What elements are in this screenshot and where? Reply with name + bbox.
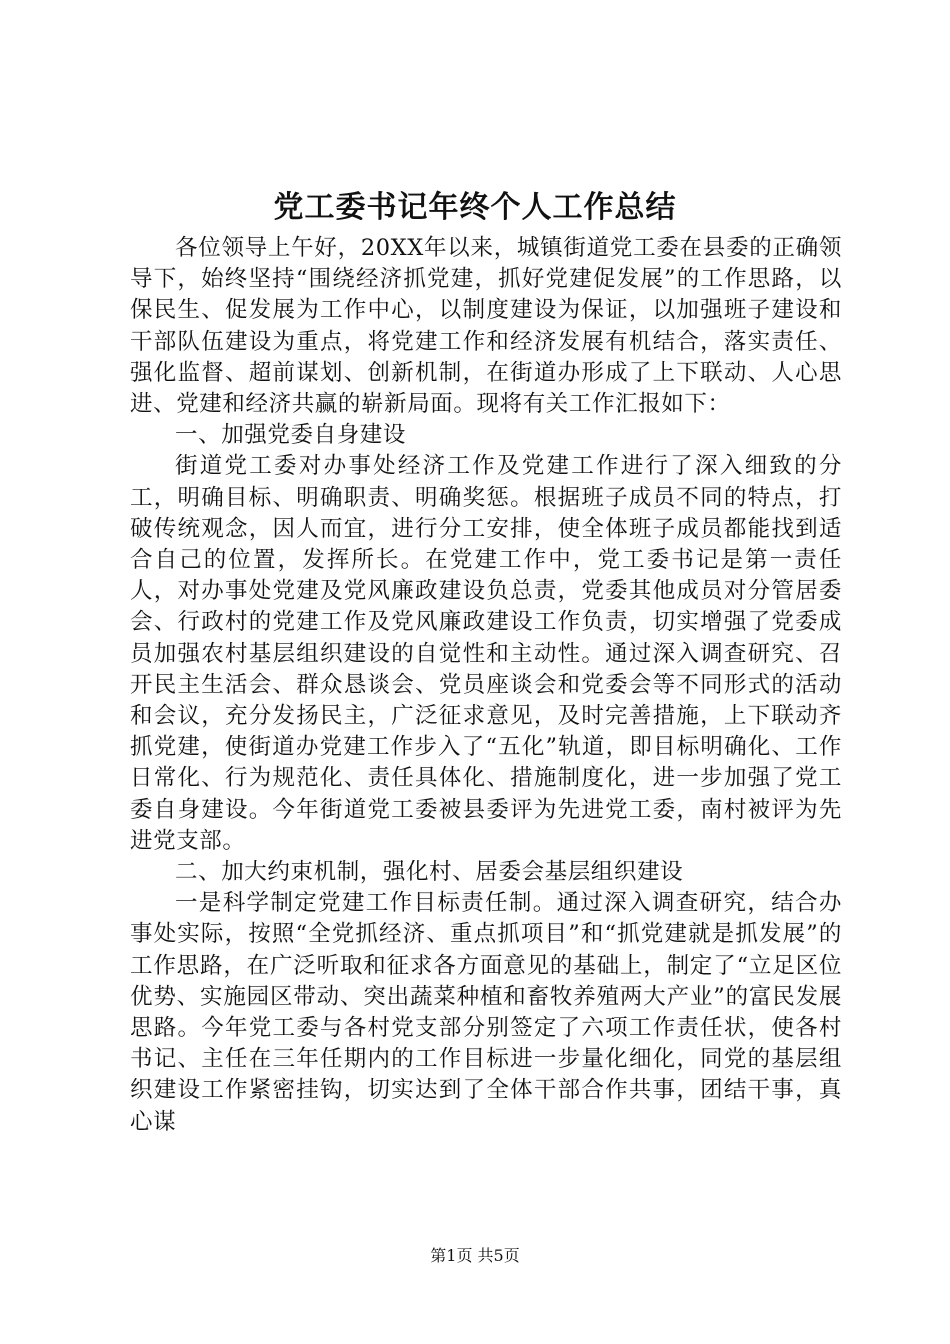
- section-heading-1: 一、加强党委自身建设: [175, 422, 407, 449]
- page-title: 党工委书记年终个人工作总结: [273, 190, 677, 225]
- paragraph-intro: 各位领导上午好，20XX年以来，城镇街道党工委在县委的正确领导下，始终坚持“围绕经济抓党建，抓好党建促发展”的工作思路，以保民生、促发展为工作中心，以制度建设为保证，以加强班子建设和干部队伍建设为重点，将党建工作和经济发展有机结合，落实责任、强化监督、超前谋划、创新机制，在街道办形成了上下联动、人心思进、党建和经济共赢的崭新局面。现将有关工作汇报如下：: [130, 235, 842, 418]
- section-heading-2: 二、加大约束机制，强化村、居委会基层组织建设: [175, 859, 684, 886]
- page-footer: 第1页 共5页: [430, 1246, 520, 1265]
- paragraph-section-1: 街道党工委对办事处经济工作及党建工作进行了深入细致的分工，明确目标、明确职责、明确奖惩。根据班子成员不同的特点，打破传统观念，因人而宜，进行分工安排，使全体班子成员都能找到适合自己的位置，发挥所长。在党建工作中，党工委书记是第一责任人，对办事处党建及党风廉政建设负总责，党委其他成员对分管居委会、行政村的党建工作及党风廉政建设工作负责，切实增强了党委成员加强农村基层组织建设的自觉性和主动性。通过深入调查研究、召开民主生活会、群众恳谈会、党员座谈会和党委会等不同形式的活动和会议，充分发扬民主，广泛征求意见，及时完善措施，上下联动齐抓党建，使街道办党建工作步入了“五化”轨道，即目标明确化、工作日常化、行为规范化、责任具体化、措施制度化，进一步加强了党工委自身建设。今年街道党工委被县委评为先进党工委，南村被评为先进党支部。: [130, 453, 842, 854]
- document-body: [130, 233, 842, 1138]
- paragraph-section-2: 一是科学制定党建工作目标责任制。通过深入调查研究，结合办事处实际，按照“全党抓经济、重点抓项目”和“抓党建就是抓发展”的工作思路，在广泛听取和征求各方面意见的基础上，制定了“立足区位优势、实施园区带动、突出蔬菜种植和畜牧养殖两大产业”的富民发展思路。今年党工委与各村党支部分别签定了六项工作责任状，使各村书记、主任在三年任期内的工作目标进一步量化细化，同党的基层组织建设工作紧密挂钩，切实达到了全体干部合作共事，团结干事，真心谋: [130, 890, 842, 1135]
